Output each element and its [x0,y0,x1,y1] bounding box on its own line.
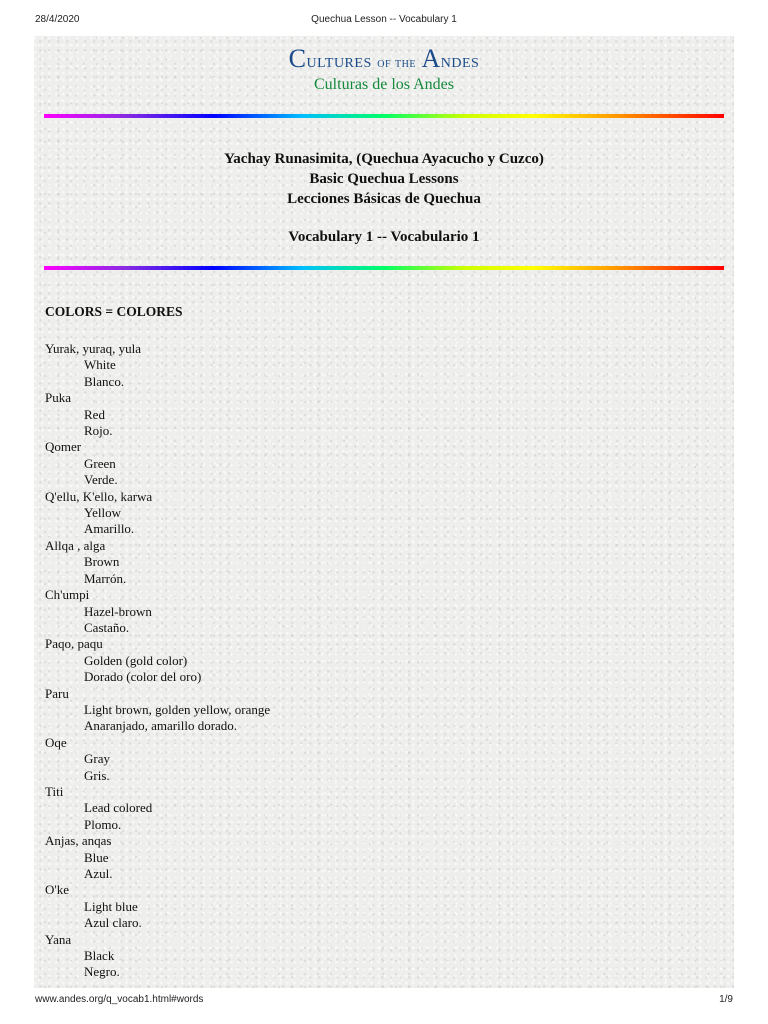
list-item [45,932,715,981]
quechua-term: Qomer [45,439,82,455]
list-item [45,735,715,784]
vocabulary-list [45,341,715,981]
english-translation: Light brown, golden yellow, orange [84,701,271,717]
quechua-term: Yana [45,931,72,947]
quechua-term: Paru [45,685,69,701]
spanish-translation: Dorado (color del oro) [84,669,202,685]
lesson-line-3: Lecciones Básicas de Quechua [287,191,481,207]
list-item [45,538,715,587]
quechua-term: Q'ellu, K'ello, karwa [45,488,153,504]
list-item [45,833,715,882]
quechua-term: Titi [45,783,64,799]
site-title[interactable]: Cultures of the Andes [288,44,480,73]
quechua-term: Yurak, yuraq, yula [45,341,142,356]
spanish-translation: Rojo. [84,423,113,439]
list-item [45,489,715,538]
print-page-title: Quechua Lesson -- Vocabulary 1 [311,14,457,25]
spanish-translation: Verde. [84,472,118,488]
list-item [45,439,715,488]
english-translation: Black [84,948,115,964]
list-item [45,587,715,636]
english-translation: Hazel-brown [84,603,152,619]
page-url-link[interactable]: www.andes.org/q_vocab1.html#words [35,994,204,1005]
english-translation: Green [84,455,116,471]
page-number: 1/9 [719,994,733,1005]
quechua-term: O'ke [45,882,70,898]
page-content [34,36,734,988]
list-item [45,686,715,735]
lesson-heading [34,149,734,209]
english-translation: Gray [84,751,110,767]
list-item [45,882,715,931]
spanish-translation: Anaranjado, amarillo dorado. [84,718,238,734]
section-title: COLORS = COLORES [45,304,183,319]
rainbow-divider [44,266,724,270]
spanish-translation: Gris. [84,767,110,783]
print-header [0,14,768,30]
english-translation: Lead colored [84,800,153,816]
english-translation: Golden (gold color) [84,652,188,668]
spanish-translation: Negro. [84,964,120,980]
spanish-translation: Amarillo. [84,521,135,537]
list-item [45,390,715,439]
site-subtitle: Culturas de los Andes [314,76,454,93]
english-translation: Yellow [84,505,121,521]
print-date: 28/4/2020 [35,14,80,25]
english-translation: Brown [84,554,120,570]
list-item [45,784,715,833]
spanish-translation: Marrón. [84,570,127,586]
spanish-translation: Blanco. [84,373,125,389]
english-translation: White [84,357,116,373]
list-item [45,341,715,390]
english-translation: Blue [84,849,109,865]
english-translation: Light blue [84,898,138,914]
spanish-translation: Castaño. [84,619,130,635]
quechua-term: Allqa , alga [45,537,106,553]
lesson-line-1: Yachay Runasimita, (Quechua Ayacucho y Cuzco) [224,151,544,167]
list-item [45,636,715,685]
quechua-term: Paqo, paqu [45,636,103,652]
spanish-translation: Azul claro. [84,915,142,931]
quechua-term: Oqe [45,734,67,750]
spanish-translation: Plomo. [84,816,122,832]
quechua-term: Puka [45,390,71,406]
quechua-term: Anjas, anqas [45,833,112,849]
english-translation: Red [84,406,105,422]
vocabulary-title: Vocabulary 1 -- Vocabulario 1 [288,229,480,245]
rainbow-divider [44,114,724,118]
quechua-term: Ch'umpi [45,587,90,603]
spanish-translation: Azul. [84,866,113,881]
lesson-line-2: Basic Quechua Lessons [309,171,459,187]
print-footer [0,994,768,1010]
